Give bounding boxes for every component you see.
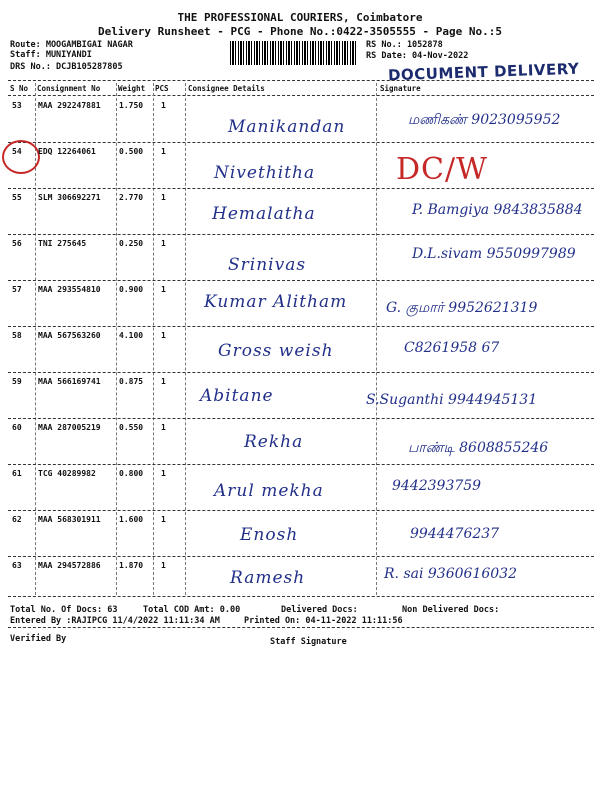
row-sno: 62 [12,515,22,524]
col-consignee: Consignee Details [188,84,265,93]
staff-signature: Staff Signature [270,637,347,647]
row-consignee: Abitane [200,386,274,406]
row-signature: G. குமார் 9952621319 [386,300,538,316]
row-consignee: Rekha [244,432,304,452]
row-signature: 9442393759 [392,478,482,494]
company-title: THE PROFESSIONAL COURIERS, Coimbatore [177,11,423,24]
row-consignment: MAA 567563260 [38,331,101,340]
header-divider-top [8,80,594,81]
verified-by: Verified By [10,634,67,644]
row-sno: 57 [12,285,22,294]
row-consignee: Kumar Alitham [204,292,348,312]
staff-label: Staff: MUNIYANDI [10,50,92,60]
row-divider [8,372,594,373]
row-divider [8,142,594,143]
row-consignee: Srinivas [228,255,307,275]
row-pcs: 1 [161,193,166,202]
row-signature: R. sai 9360616032 [384,566,517,582]
row-weight: 0.900 [119,285,144,294]
row-signature: P. Bamgiya 9843835884 [412,202,583,218]
red-circle-mark [2,140,40,174]
row-pcs: 1 [161,423,166,432]
row-sno: 55 [12,193,22,202]
row-consignee: Arul mekha [214,481,324,501]
row-signature: மணிகண் 9023095952 [408,112,561,128]
col-weight: Weight [118,84,146,93]
row-weight: 1.750 [119,101,144,110]
header-divider-bottom [8,95,594,96]
row-weight: 0.800 [119,469,144,478]
row-divider [8,234,594,235]
non-delivered-docs: Non Delivered Docs: [402,605,500,615]
row-signature: C8261958 67 [404,340,500,356]
col-separator [153,83,154,595]
row-weight: 0.250 [119,239,144,248]
col-separator [185,83,186,595]
row-sno: 59 [12,377,22,386]
row-consignment: SLM 306692271 [38,193,101,202]
row-consignment: MAA 566169741 [38,377,101,386]
row-pcs: 1 [161,469,166,478]
row-signature: 9944476237 [410,526,500,542]
row-sno: 63 [12,561,22,570]
row-consignee: Ramesh [230,568,306,588]
row-pcs: 1 [161,561,166,570]
row-consignee: Hemalatha [212,204,316,224]
row-divider [8,596,594,597]
row-divider [8,188,594,189]
row-sno: 60 [12,423,22,432]
row-pcs: 1 [161,147,166,156]
total-docs: Total No. Of Docs: 63 [10,605,118,615]
row-divider [8,418,594,419]
row-sno: 56 [12,239,22,248]
footer-divider [8,627,594,628]
row-consignment: TNI 275645 [38,239,87,248]
row-sno: 61 [12,469,22,478]
row-divider [8,510,594,511]
col-separator [376,83,377,595]
delivered-docs: Delivered Docs: [281,605,358,615]
row-weight: 4.100 [119,331,144,340]
row-consignment: MAA 292247881 [38,101,101,110]
row-consignment: EDQ 12264061 [38,147,96,156]
printed-on: Printed On: 04-11-2022 11:11:56 [244,616,403,626]
row-divider [8,556,594,557]
row-weight: 1.600 [119,515,144,524]
rs-number: RS No.: 1052878 [366,40,443,50]
barcode [230,41,358,65]
row-consignee: Nivethitha [214,163,316,183]
row-pcs: 1 [161,515,166,524]
total-cod-amount: Total COD Amt: 0.00 [143,605,241,615]
row-weight: 0.550 [119,423,144,432]
row-sno: 53 [12,101,22,110]
row-consignment: MAA 293554810 [38,285,101,294]
row-consignment: MAA 568301911 [38,515,101,524]
row-pcs: 1 [161,331,166,340]
drs-number: DRS No.: DCJB105287805 [10,62,123,72]
runsheet-title: Delivery Runsheet - PCG - Phone No.:0422-3505555 - Page No.:5 [98,25,502,38]
row-signature: S.Suganthi 9944945131 [366,392,538,408]
row-consignee: Gross weish [218,341,334,361]
row-divider [8,280,594,281]
col-consignment: Consignment No [37,84,101,93]
row-weight: 0.500 [119,147,144,156]
col-pcs: PCS [155,84,169,93]
row-pcs: 1 [161,239,166,248]
row-signature: பாண்டி 8608855246 [408,440,549,456]
row-divider [8,326,594,327]
row-consignment: MAA 287005219 [38,423,101,432]
row-consignment: TCG 40289982 [38,469,96,478]
col-separator [116,83,117,595]
row-weight: 0.875 [119,377,144,386]
row-sno: 54 [12,147,22,156]
row-consignee: Enosh [240,525,299,545]
row-sno: 58 [12,331,22,340]
row-divider [8,464,594,465]
row-weight: 2.770 [119,193,144,202]
col-sno: S No [10,84,29,93]
document-delivery-stamp: DOCUMENT DELIVERY [387,59,580,85]
row-consignee: Manikandan [228,117,346,137]
row-consignment: MAA 294572886 [38,561,101,570]
row-pcs: 1 [161,377,166,386]
rs-date: RS Date: 04-Nov-2022 [366,51,469,61]
route-label: Route: MOOGAMBIGAI NAGAR [10,40,133,50]
row-pcs: 1 [161,101,166,110]
entered-by: Entered By :RAJIPCG 11/4/2022 11:11:34 AM [10,616,220,626]
row-pcs: 1 [161,285,166,294]
row-signature: DC/W [396,152,488,187]
col-signature: Signature [380,84,421,93]
row-signature: D.L.sivam 9550997989 [412,246,576,262]
row-weight: 1.870 [119,561,144,570]
